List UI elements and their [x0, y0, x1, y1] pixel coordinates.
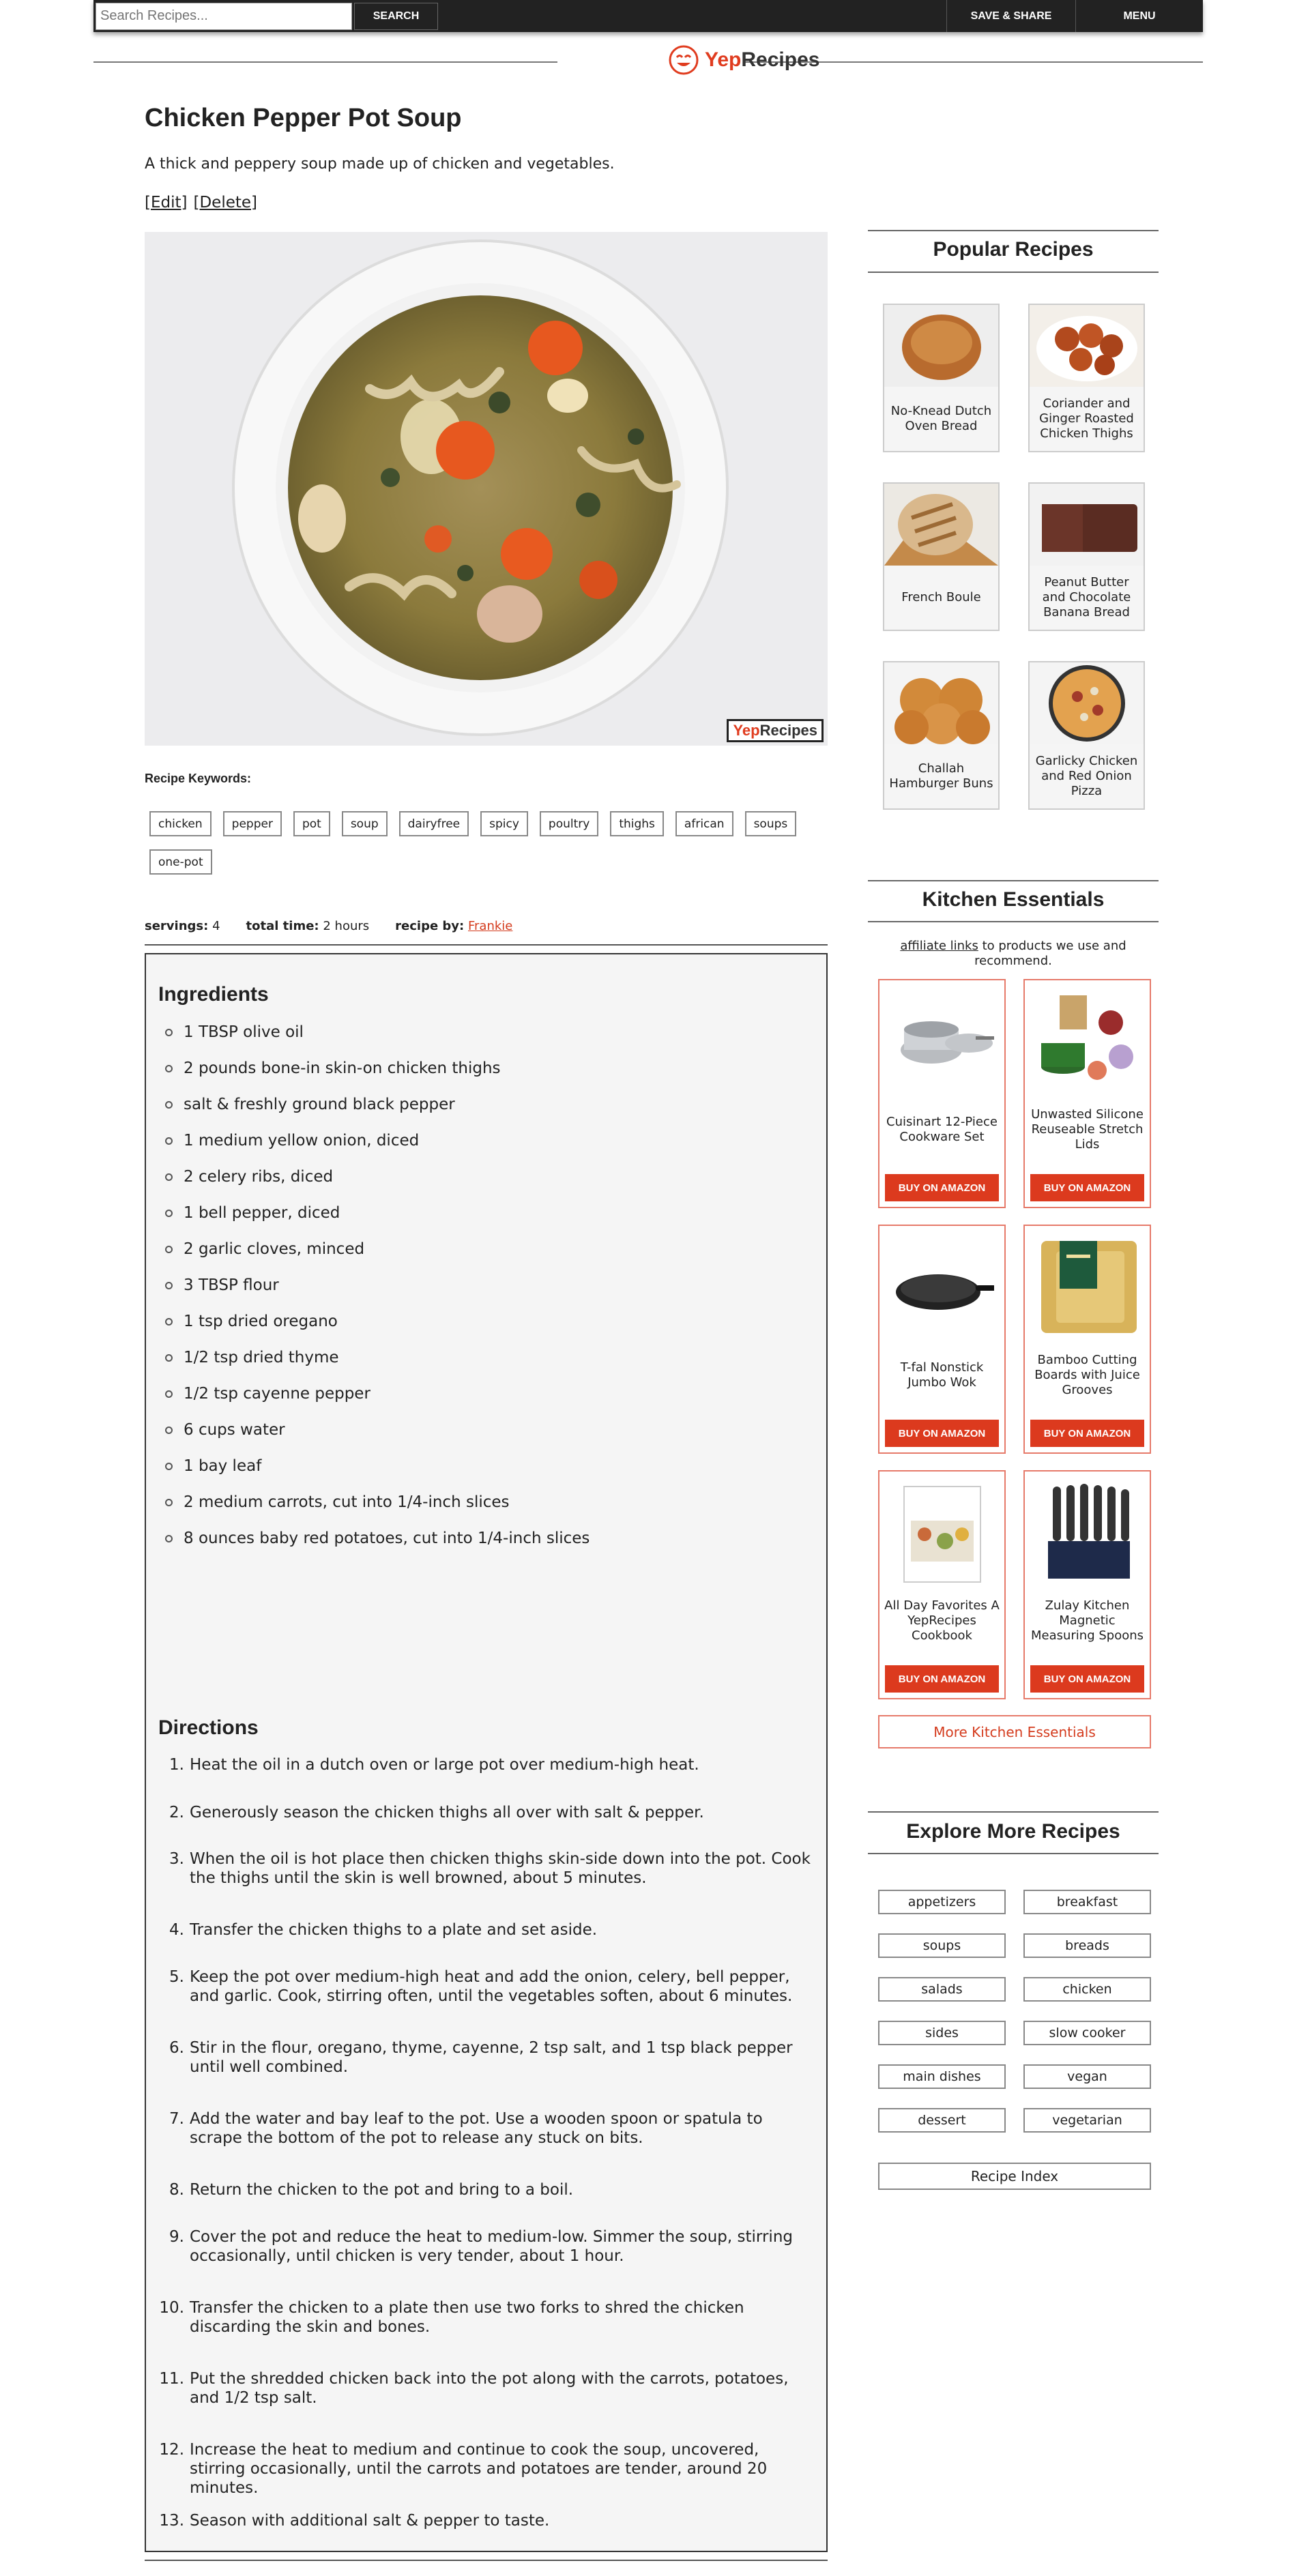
ingredient-text: 2 medium carrots, cut into 1/4-inch slices [184, 1493, 510, 1511]
category-tag-button[interactable]: breads [1023, 1933, 1151, 1958]
product-title: Zulay Kitchen Magnetic Measuring Spoons [1030, 1598, 1144, 1643]
ingredient-text: 2 pounds bone-in skin-on chicken thighs [184, 1059, 501, 1077]
category-tag-button[interactable]: breakfast [1023, 1890, 1151, 1914]
ingredient-item [165, 1203, 590, 1240]
ingredient-text: 3 TBSP flour [184, 1276, 279, 1294]
ingredient-text: salt & freshly ground black pepper [184, 1096, 455, 1113]
step-text: Stir in the flour, oregano, thyme, cayenne, 2 tsp salt, and 1 tsp black pepper until well combined. [190, 2039, 793, 2076]
ingredient-text: 2 celery ribs, diced [184, 1168, 334, 1186]
ingredient-item [165, 1276, 590, 1312]
ingredient-item [165, 1493, 590, 1529]
keyword-tag[interactable]: one-pot [149, 849, 212, 875]
buy-on-amazon-button[interactable]: BUY ON AMAZON [1030, 1420, 1144, 1447]
recipe-photo [145, 232, 828, 746]
brand-name-part2: Recipes [741, 48, 820, 71]
category-tag-button[interactable]: vegetarian [1023, 2108, 1151, 2133]
keyword-tag[interactable]: pepper [223, 811, 282, 836]
ingredient-text: 1/2 tsp dried thyme [184, 1349, 339, 1366]
category-tag-button[interactable]: chicken [1023, 1977, 1151, 2002]
logo-row [93, 42, 1203, 80]
ingredients-heading: Ingredients [158, 983, 269, 1006]
recipe-index-button[interactable]: Recipe Index [878, 2163, 1151, 2190]
bullet-icon [165, 1210, 173, 1217]
step-number: 10. [159, 2299, 184, 2317]
watermark-part2: Recipes [759, 722, 817, 739]
step-text: Return the chicken to the pot and bring to a boil. [190, 2181, 574, 2199]
step-number: 2. [169, 1804, 184, 1821]
step-text: Keep the pot over medium-high heat and add the onion, celery, bell pepper, and garlic. Cook, stirring often, until the vegetables soften, about 6 minutes. [190, 1968, 793, 2005]
step-number: 13. [159, 2512, 184, 2530]
site-logo[interactable] [668, 44, 819, 76]
step-number: 12. [159, 2441, 184, 2459]
direction-step [158, 1803, 813, 1822]
keyword-tag[interactable]: soup [342, 811, 388, 836]
recipe-by-label: recipe by: [395, 919, 465, 933]
buy-on-amazon-button[interactable]: BUY ON AMAZON [1030, 1174, 1144, 1201]
direction-step [158, 2109, 813, 2148]
bullet-icon [165, 1137, 173, 1145]
recipe-by-info [395, 919, 512, 933]
keyword-tag[interactable]: soups [745, 811, 797, 836]
popular-recipe-title: Peanut Butter and Chocolate Banana Bread [1042, 575, 1131, 619]
step-text: Transfer the chicken thighs to a plate and set aside. [190, 1921, 598, 1939]
brand-name-part1: Yep [705, 48, 742, 71]
bread-loaf-photo [884, 305, 998, 387]
keyword-tag[interactable]: thighs [610, 811, 664, 836]
servings-label: servings: [145, 919, 209, 933]
direction-step [158, 2511, 813, 2530]
page-title: Chicken Pepper Pot Soup [145, 104, 462, 132]
category-tag-button[interactable]: soups [878, 1933, 1006, 1958]
essentials-rule-bottom [868, 921, 1159, 922]
keywords-label: Recipe Keywords: [145, 772, 252, 785]
meta-divider [145, 944, 828, 946]
ingredient-text: 1 bell pepper, diced [184, 1204, 340, 1222]
bullet-icon [165, 1354, 173, 1362]
category-tag-button[interactable]: main dishes [878, 2064, 1006, 2089]
ingredient-text: 1 tsp dried oregano [184, 1313, 338, 1330]
photo-watermark [727, 719, 824, 742]
brand-name [705, 48, 819, 72]
bullet-icon [165, 1065, 173, 1072]
step-number: 7. [169, 2110, 184, 2128]
menu-button[interactable]: MENU [1075, 0, 1203, 32]
step-text: Put the shredded chicken back into the pot along with the carrots, potatoes, and 1/2 tsp salt. [190, 2370, 789, 2407]
keyword-tag[interactable]: chicken [149, 811, 212, 836]
direction-step [158, 2227, 813, 2266]
step-text: When the oil is hot place then chicken thighs skin-side down into the pot. Cook the thighs until the skin is well browned, about 5 minutes. [190, 1850, 811, 1887]
keyword-tag[interactable]: poultry [540, 811, 598, 836]
affiliate-note-text: to products we use and recommend. [974, 939, 1126, 968]
category-tag-button[interactable]: appetizers [878, 1890, 1006, 1914]
affiliate-note [868, 939, 1159, 969]
popular-heading: Popular Recipes [933, 238, 1094, 261]
bullet-icon [165, 1029, 173, 1036]
total-time-label: total time: [246, 919, 319, 933]
step-text: Season with additional salt & pepper to taste. [190, 2512, 550, 2530]
ingredient-item [165, 1420, 590, 1457]
explore-heading: Explore More Recipes [906, 1820, 1120, 1843]
edit-link[interactable]: [Edit] [145, 194, 188, 211]
direction-step [158, 1755, 813, 1774]
total-time-value: 2 hours [323, 919, 370, 933]
keyword-list [149, 811, 825, 875]
category-tag-button[interactable]: sides [878, 2021, 1006, 2045]
keyword-tag[interactable]: pot [293, 811, 330, 836]
kitchen-essential-card[interactable] [1023, 1225, 1151, 1454]
step-number: 3. [169, 1850, 184, 1868]
boule-photo [884, 484, 998, 566]
recipe-card [145, 953, 828, 2552]
kitchen-essential-card[interactable] [1023, 1470, 1151, 1699]
banana-bread-photo [1030, 484, 1144, 566]
direction-step [158, 1849, 813, 1888]
top-navigation-bar [93, 0, 1203, 32]
affiliate-link[interactable]: affiliate links [900, 939, 978, 953]
popular-recipe-card[interactable] [1028, 482, 1145, 631]
step-number: 8. [169, 2181, 184, 2199]
logo-divider-left [93, 61, 557, 63]
ingredient-text: 1/2 tsp cayenne pepper [184, 1385, 370, 1403]
pizza-photo [1030, 662, 1144, 744]
step-text: Increase the heat to medium and continue to cook the soup, uncovered, stirring occasionally, until the carrots and potatoes are tender, around 20 minutes. [190, 2441, 768, 2497]
search-button[interactable]: SEARCH [354, 3, 438, 30]
product-title: Unwasted Silicone Reuseable Stretch Lids [1031, 1107, 1144, 1152]
ingredient-item [165, 1457, 590, 1493]
ingredient-item [165, 1312, 590, 1348]
step-number: 1. [169, 1756, 184, 1774]
bullet-icon [165, 1390, 173, 1398]
step-number: 11. [159, 2370, 184, 2388]
ingredient-item [165, 1131, 590, 1167]
bullet-icon [165, 1499, 173, 1506]
watermark-part1: Yep [733, 722, 760, 739]
directions-heading: Directions [158, 1716, 259, 1739]
step-number: 6. [169, 2039, 184, 2057]
ingredients-list [165, 1023, 590, 1565]
chicken-thighs-photo [1030, 305, 1144, 387]
bullet-icon [165, 1101, 173, 1109]
bullet-icon [165, 1318, 173, 1326]
category-tag-button[interactable]: salads [878, 1977, 1006, 2002]
product-title: All Day Favorites A YepRecipes Cookbook [884, 1598, 1000, 1643]
cutting-board-photo [1036, 1234, 1139, 1338]
product-title: Cuisinart 12-Piece Cookware Set [886, 1115, 998, 1144]
ingredient-item [165, 1023, 590, 1059]
wok-photo [890, 1234, 994, 1338]
keyword-tag[interactable]: spicy [480, 811, 528, 836]
popular-recipe-title: Coriander and Ginger Roasted Chicken Thighs [1039, 396, 1134, 441]
ingredient-item [165, 1240, 590, 1276]
ingredient-text: 8 ounces baby red potatoes, cut into 1/4-inch slices [184, 1530, 590, 1547]
cookware-photo [890, 989, 994, 1092]
direction-step [158, 2440, 813, 2498]
more-kitchen-essentials-button[interactable]: More Kitchen Essentials [878, 1715, 1151, 1748]
recipe-bottom-divider [145, 2560, 828, 2561]
popular-recipe-card[interactable] [883, 661, 1000, 810]
save-share-button[interactable]: SAVE & SHARE [946, 0, 1075, 32]
step-number: 9. [169, 2228, 184, 2246]
bullet-icon [165, 1463, 173, 1470]
popular-recipe-card[interactable] [1028, 661, 1145, 810]
ingredient-item [165, 1384, 590, 1420]
popular-rule-top [868, 230, 1159, 231]
kitchen-essential-card[interactable] [878, 1225, 1006, 1454]
ingredient-item [165, 1167, 590, 1203]
recipe-meta [145, 919, 512, 933]
category-tag-button[interactable]: dessert [878, 2108, 1006, 2133]
explore-rule-top [868, 1811, 1159, 1813]
popular-recipe-card[interactable] [1028, 304, 1145, 452]
ingredient-item [165, 1348, 590, 1384]
kitchen-essential-card[interactable] [878, 1470, 1006, 1699]
popular-recipe-title: Garlicky Chicken and Red Onion Pizza [1035, 754, 1138, 798]
direction-step [158, 2298, 813, 2337]
author-link[interactable]: Frankie [467, 919, 513, 933]
ingredient-item [165, 1095, 590, 1131]
ingredient-text: 1 TBSP olive oil [184, 1023, 304, 1041]
step-text: Heat the oil in a dutch oven or large pot over medium-high heat. [190, 1756, 699, 1774]
category-tag-button[interactable]: vegan [1023, 2064, 1151, 2089]
ingredient-text: 1 medium yellow onion, diced [184, 1132, 420, 1150]
search-input[interactable] [96, 3, 352, 30]
popular-recipe-title: French Boule [901, 590, 981, 604]
ingredient-text: 6 cups water [184, 1421, 285, 1439]
buns-photo [884, 662, 998, 744]
buy-on-amazon-button[interactable]: BUY ON AMAZON [885, 1174, 999, 1201]
category-tag-button[interactable]: slow cooker [1023, 2021, 1151, 2045]
product-title: Bamboo Cutting Boards with Juice Grooves [1034, 1353, 1140, 1397]
step-number: 4. [169, 1921, 184, 1939]
buy-on-amazon-button[interactable]: BUY ON AMAZON [885, 1665, 999, 1693]
essentials-heading: Kitchen Essentials [922, 888, 1105, 911]
keyword-tag[interactable]: african [675, 811, 733, 836]
step-text: Transfer the chicken to a plate then use two forks to shred the chicken discarding the skin and bones. [190, 2299, 744, 2336]
total-time-info [246, 919, 370, 933]
ingredient-item [165, 1529, 590, 1565]
cookbook-photo [890, 1480, 994, 1583]
keyword-tag[interactable]: dairyfree [399, 811, 469, 836]
edit-links [145, 194, 263, 211]
ingredient-text: 2 garlic cloves, minced [184, 1240, 365, 1258]
kitchen-essential-card[interactable] [878, 979, 1006, 1208]
soup-bowl-photo [145, 232, 828, 746]
bullet-icon [165, 1535, 173, 1542]
step-number: 5. [169, 1968, 184, 1986]
recipe-description: A thick and peppery soup made up of chicken and vegetables. [145, 156, 615, 173]
buy-on-amazon-button[interactable]: BUY ON AMAZON [885, 1420, 999, 1447]
step-text: Generously season the chicken thighs all over with salt & pepper. [190, 1804, 704, 1821]
delete-link[interactable]: [Delete] [193, 194, 258, 211]
popular-recipe-title: No-Knead Dutch Oven Bread [890, 404, 992, 433]
smiley-logo-icon [668, 44, 699, 76]
direction-step [158, 1920, 813, 1940]
kitchen-essential-card[interactable] [1023, 979, 1151, 1208]
bullet-icon [165, 1173, 173, 1181]
stretch-lids-photo [1036, 989, 1139, 1092]
servings-info [145, 919, 220, 933]
direction-step [158, 2369, 813, 2407]
buy-on-amazon-button[interactable]: BUY ON AMAZON [1030, 1665, 1144, 1693]
step-text: Cover the pot and reduce the heat to medium-low. Simmer the soup, stirring occasionally, until chicken is very tender, about 1 hour. [190, 2228, 793, 2265]
popular-recipe-title: Challah Hamburger Buns [889, 761, 993, 791]
direction-step [158, 1967, 813, 2006]
bullet-icon [165, 1426, 173, 1434]
popular-recipe-card[interactable] [883, 304, 1000, 452]
step-text: Add the water and bay leaf to the pot. Use a wooden spoon or spatula to scrape the bottom of the pot to release any stuck on bits. [190, 2110, 763, 2147]
servings-value: 4 [212, 919, 220, 933]
measuring-spoons-photo [1036, 1480, 1139, 1583]
essentials-rule-top [868, 880, 1159, 881]
explore-rule-bottom [868, 1853, 1159, 1854]
popular-rule-bottom [868, 272, 1159, 273]
bullet-icon [165, 1246, 173, 1253]
direction-step [158, 2180, 813, 2199]
ingredient-text: 1 bay leaf [184, 1457, 262, 1475]
ingredient-item [165, 1059, 590, 1095]
bullet-icon [165, 1282, 173, 1289]
direction-step [158, 2038, 813, 2077]
popular-recipe-card[interactable] [883, 482, 1000, 631]
product-title: T-fal Nonstick Jumbo Wok [900, 1360, 984, 1390]
